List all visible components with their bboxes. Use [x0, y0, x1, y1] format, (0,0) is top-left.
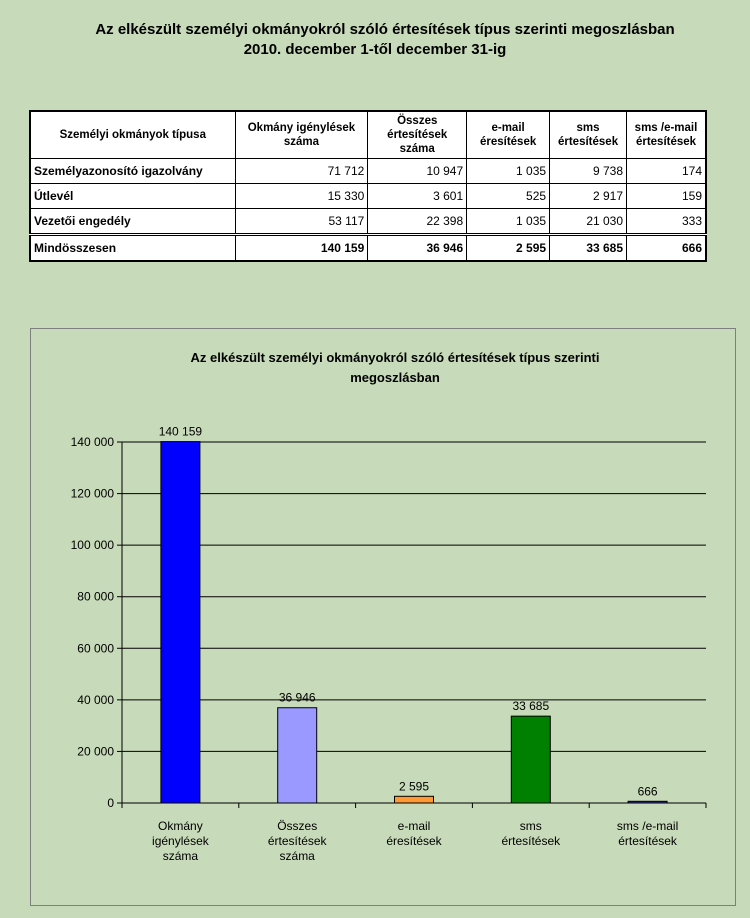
x-tick-label: éresítések	[386, 834, 442, 848]
cell-total: 22 398	[368, 209, 467, 235]
row-label: Útlevél	[30, 184, 235, 209]
x-tick-label: száma	[162, 849, 199, 863]
data-label: 140 159	[158, 424, 203, 439]
cell-email: 1 035	[467, 159, 550, 184]
table-row	[30, 209, 706, 235]
col-header-email: e-mail éresítések	[467, 111, 550, 159]
col-header-type: Személyi okmányok típusa	[30, 111, 235, 159]
y-tick-label: 60 000	[77, 641, 114, 656]
bar	[278, 708, 317, 803]
total-email: 2 595	[467, 235, 550, 262]
cell-total: 3 601	[368, 184, 467, 209]
cell-sms-email: 159	[627, 184, 706, 209]
y-tick-label: 80 000	[77, 589, 114, 604]
bar	[511, 716, 550, 803]
cell-total: 10 947	[368, 159, 467, 184]
x-tick-label: értesítések	[267, 834, 327, 848]
page-title	[0, 20, 750, 60]
cell-requests: 53 117	[235, 209, 368, 235]
page-title-line1: Az elkészült személyi okmányokról szóló értesítések típus szerinti megoszlásban	[95, 21, 675, 38]
chart-title-line2: megoszlásban	[350, 370, 440, 385]
bar	[395, 796, 434, 803]
x-tick-label: igénylések	[152, 834, 209, 848]
x-tick-label: értesítések	[618, 834, 677, 848]
data-label: 33 685	[512, 699, 550, 714]
y-tick-label: 40 000	[77, 692, 114, 707]
total-notifications: 36 946	[368, 235, 467, 262]
y-tick-label: 140 000	[70, 435, 114, 449]
total-requests: 140 159	[235, 235, 368, 262]
x-tick-label: sms /e-mail	[616, 819, 679, 833]
chart-title-line1: Az elkészült személyi okmányokról szóló értesítések típus szerinti	[190, 350, 600, 365]
total-sms-email: 666	[627, 235, 706, 262]
cell-sms: 9 738	[550, 159, 627, 184]
y-tick-label: 20 000	[77, 744, 114, 759]
cell-requests: 15 330	[235, 184, 368, 209]
bar	[628, 801, 667, 803]
cell-sms-email: 333	[627, 209, 706, 235]
row-label: Személyazonosító igazolvány	[30, 159, 235, 184]
summary-table	[29, 110, 707, 262]
table-header-row	[30, 111, 706, 159]
bar	[161, 442, 200, 803]
x-tick-label: Okmány	[158, 819, 203, 833]
page-title-line2: 2010. december 1-től december 31-ig	[243, 41, 507, 58]
data-label: 2 595	[398, 779, 430, 794]
x-tick-label: sms	[519, 819, 542, 833]
y-tick-label: 0	[107, 796, 114, 810]
bar-chart	[31, 329, 735, 905]
x-tick-label: e-mail	[397, 819, 431, 833]
table-row	[30, 184, 706, 209]
col-header-requests: Okmány igénylések száma	[235, 111, 368, 159]
col-header-sms: sms értesítések	[550, 111, 627, 159]
row-label: Vezetői engedély	[30, 209, 235, 235]
data-label: 36 946	[278, 690, 316, 705]
col-header-sms-email: sms /e-mail értesítések	[627, 111, 706, 159]
table-total-row	[30, 235, 706, 262]
chart-area	[30, 328, 736, 906]
cell-requests: 71 712	[235, 159, 368, 184]
col-header-total-notifications: Összes értesítések száma	[368, 111, 467, 159]
total-sms: 33 685	[550, 235, 627, 262]
total-label: Mindösszesen	[30, 235, 235, 262]
cell-sms: 2 917	[550, 184, 627, 209]
x-tick-label: száma	[279, 849, 315, 863]
y-tick-label: 100 000	[70, 538, 114, 553]
data-label: 666	[637, 784, 658, 799]
table-row	[30, 159, 706, 184]
y-tick-label: 120 000	[70, 486, 114, 501]
cell-email: 525	[467, 184, 550, 209]
x-tick-label: értesítések	[501, 834, 561, 848]
cell-sms-email: 174	[627, 159, 706, 184]
cell-sms: 21 030	[550, 209, 627, 235]
x-tick-label: Összes	[277, 819, 318, 833]
cell-email: 1 035	[467, 209, 550, 235]
